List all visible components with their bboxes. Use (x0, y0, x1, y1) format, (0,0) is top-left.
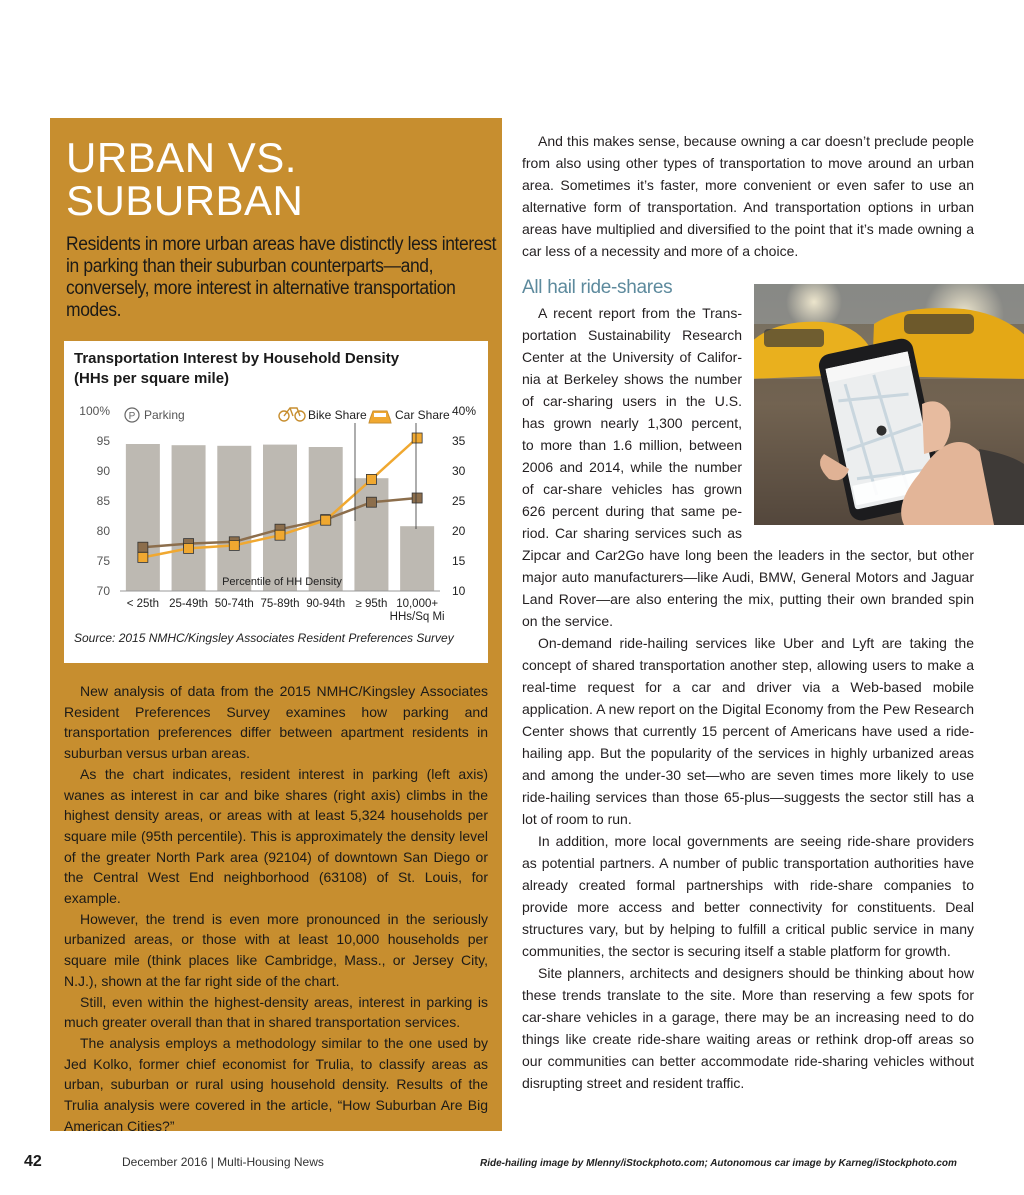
bike-share-point (138, 542, 148, 552)
parking-bar (263, 445, 297, 591)
parking-glyph: P (128, 411, 136, 422)
category-label: 90-94th (306, 598, 346, 610)
main-paragraph: Site planners, architects and designers should be thinking about how these trends translate to the site. More than reserving a few spots for car-share vehicles in a garage, there may be an increasing need to do things like create ride-share waiting areas or rethink drop-off areas so our communities can better accommodate ride-sharing vehicles without disrupting street and resident traffic. (522, 965, 974, 1091)
car-share-point (412, 433, 422, 443)
ride-hailing-illustration (754, 284, 1024, 525)
car-icon (374, 413, 386, 417)
car-share-point (321, 515, 331, 525)
legend-parking: Parking (144, 408, 185, 422)
wrapped-line: nia at Berkeley shows the number (522, 371, 742, 387)
parking-bar (126, 444, 160, 591)
right-axis-tick: 40% (452, 404, 477, 418)
sidebar-paragraph: As the chart indicates, resident interest in parking (left axis) wanes as interest in car and bike shares (right axis) climbs in the highest density areas, or areas with at least 5,324 households per square mile (95th percentile). This is approximately the density level of the greater North Park area (92104) of downtown San Diego or the Central West End neighborhood (63108) of St. Louis, for example. (64, 765, 488, 907)
main-column (522, 130, 974, 1094)
left-axis-tick: 70 (96, 584, 110, 598)
sidebar-paragraph: Still, even within the highest-density areas, interest in parking is much greater overall than that in shared transportation services. (64, 993, 488, 1031)
left-axis-tick: 80 (96, 524, 110, 538)
chart-panel (64, 341, 488, 663)
category-label: 25-49th (169, 598, 209, 610)
wrapped-line: A recent report from the Trans- (538, 305, 742, 321)
left-axis-tick: 95 (96, 434, 110, 448)
car-share-point (366, 474, 376, 484)
bike-share-point (412, 493, 422, 503)
car-share-point (184, 543, 194, 553)
car-share-point (275, 530, 285, 540)
chart-title-line2: (HHs per square mile) (74, 370, 230, 387)
photo-credit: Ride-hailing image by Mlenny/iStockphoto.com; Autonomous car image by Karneg/iStockphoto.com (480, 1158, 957, 1169)
right-axis-tick: 30 (452, 464, 466, 478)
right-axis-tick: 10 (452, 584, 466, 598)
wrapped-line: portation Sustainability Research (522, 327, 742, 343)
sidebar-panel (50, 118, 502, 1134)
left-axis-tick: 100% (79, 404, 110, 418)
sidebar-paragraph: However, the trend is even more pronounced in the seriously urbanized areas, or those with at least 10,000 households per square mile (think places like Cambridge, Mass., or Jersey City, N.J.), shown at the far right side of the chart. (64, 910, 488, 989)
sidebar-paragraph: New analysis of data from the 2015 NMHC/Kingsley Associates Resident Preferences Survey examines how parking and transportation preferences differ between apartment residents in suburban versus urban areas. (64, 683, 488, 762)
parking-bar (217, 446, 251, 591)
category-label: 50-74th (214, 598, 254, 610)
parking-bar (172, 445, 206, 591)
category-label: < 25th (126, 598, 160, 610)
wrapped-line: 626 percent during that same pe- (522, 503, 742, 519)
wrapped-line: to more than 1.6 million, between (522, 437, 742, 453)
chart-title-line1: Transportation Interest by Household Density (74, 350, 400, 367)
category-label: 75-89th (260, 598, 300, 610)
main-paragraph: Zipcar and Car2Go have long been the leaders in the sector, but other major auto manufacturers—like Audi, BMW, General Motors and Jaguar Land Rover—are also entering the mix, putting their own branded spin on the service. (522, 547, 974, 629)
main-paragraph: In addition, more local governments are seeing ride-share providers as potential partners. A number of public transportation authorities have already created formal partnerships with ride-share companies to provide more access and better connectivity for constituents. Deal structures vary, but by helping to fulfill a critical public service in many communities, the sector is securing itself a stable platform for growth. (522, 833, 974, 959)
main-paragraph: And this makes sense, because owning a car doesn’t preclude people from also using other types of transportation to move around an urban area. Sometimes it’s faster, more convenient or even safer to use an alternative form of transportation. And transportation options in urban areas have multiplied and diversified to the point that it’s made owning a car less of a necessity and more of a choice. (522, 133, 974, 259)
left-axis-tick: 90 (96, 464, 110, 478)
wrapped-line: has grown nearly 1,300 percent, (522, 415, 742, 431)
section-subhead: All hail ride-shares (522, 277, 673, 298)
right-axis-tick: 15 (452, 554, 466, 568)
transport-interest-chart (64, 401, 488, 631)
sidebar-deck: Residents in more urban areas have distinctly less interest in parking than their suburban counterparts—and, conversely, more interest in alternative transportation modes. (66, 234, 497, 321)
issue-line: December 2016 | Multi-Housing News (122, 1155, 324, 1169)
sidebar-title (66, 136, 486, 222)
sidebar-title-line2: SUBURBAN (66, 177, 304, 224)
parking-bar (354, 478, 388, 591)
parking-bar (400, 526, 434, 591)
sidebar-body (64, 681, 488, 1136)
right-axis-tick: 35 (452, 434, 466, 448)
car-share-point (138, 552, 148, 562)
main-paragraph: On-demand ride-hailing services like Uber and Lyft are taking the concept of shared transportation another step, allowing users to make a real-time request for a car and driver via a Web-based mobile application. A new report on the Digital Economy from the Pew Research Center shows that currently 15 percent of Americans have used a ride-hailing app. But the popularity of the services in highly urbanized areas and among the under-30 set—who are seven times more likely to use ride-hailing services than those 65-plus—suggests the sector still has a lot of room to run. (522, 635, 974, 827)
wrapped-line: of car-sharing users in the U.S. (522, 393, 742, 409)
legend-bike-share: Bike Share (308, 408, 367, 422)
sidebar-paragraph: The analysis employs a methodology similar to the one used by Jed Kolko, former chief economist for Trulia, to classify areas as urban, suburban or rural using household density. Results of the Trulia analysis were covered in the article, “How Suburban Are Big American Cities?” (64, 1034, 488, 1134)
legend-car-share: Car Share (395, 408, 450, 422)
category-label: ≥ 95th (355, 598, 388, 610)
left-axis-tick: 85 (96, 494, 110, 508)
category-sublabel: HHs/Sq Mi (389, 611, 445, 623)
x-axis-label: Percentile of HH Density (222, 576, 342, 588)
chart-source: Source: 2015 NMHC/Kingsley Associates Resident Preferences Survey (74, 631, 454, 645)
wrapped-line: Center at the University of Califor- (522, 349, 742, 365)
right-axis-tick: 20 (452, 524, 466, 538)
chart-title (74, 349, 399, 389)
car-share-point (229, 540, 239, 550)
wrapped-line: riod. Car sharing services such as (522, 525, 742, 541)
right-axis-tick: 25 (452, 494, 466, 508)
wrapped-line: 2006 and 2014, while the number (522, 459, 742, 475)
category-label: 10,000+ (396, 598, 439, 610)
wrapped-paragraph (522, 302, 742, 544)
bike-share-point (366, 497, 376, 507)
left-axis-tick: 75 (96, 554, 110, 568)
sidebar-title-line1: URBAN VS. (66, 134, 297, 181)
page-number: 42 (24, 1153, 42, 1170)
ride-hailing-photo (754, 284, 1024, 525)
wrapped-line: of car-share vehicles has grown (522, 481, 742, 497)
